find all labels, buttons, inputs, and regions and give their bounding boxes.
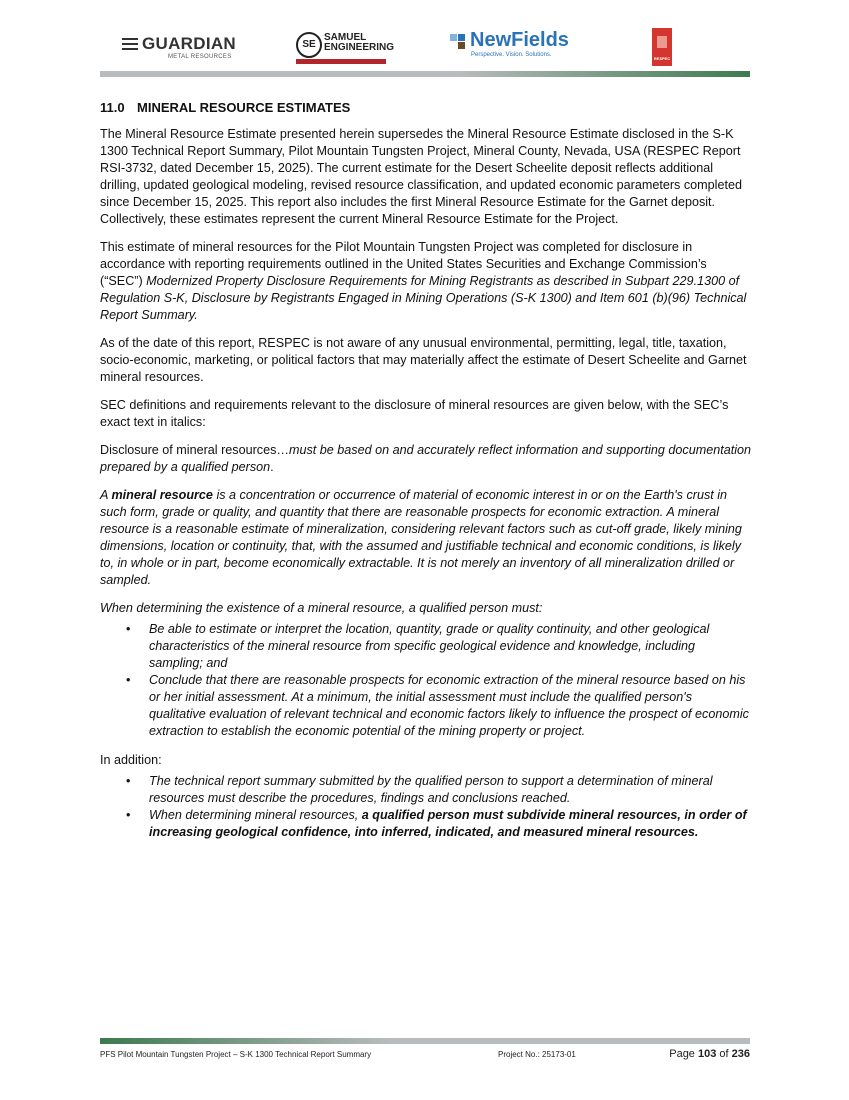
samuel-line1: SAMUEL [324, 32, 367, 43]
paragraph-6-lead: A [100, 488, 112, 502]
page-current: 103 [697, 1048, 717, 1060]
page-header [100, 28, 750, 68]
page-word: Page [669, 1048, 698, 1060]
paragraph-2 [100, 239, 752, 324]
paragraph-2-italic: Modernized Property Disclosure Requirements for Mining Registrants as described in Subpart 229.1300 of Regulation S-K, Disclosure by Registrants Engaged in Mining Operations (S-K 1300) and Item 601 (b)(96) Technical Report Summary. [100, 274, 747, 322]
respec-logo [652, 28, 672, 66]
paragraph-4: SEC definitions and requirements relevant to the disclosure of mineral resources are given below, with the SEC’s exact text in italics: [100, 398, 729, 429]
paragraph-1: The Mineral Resource Estimate presented herein supersedes the Mineral Resource Estimate disclosed in the S-K 1300 Technical Report Summary, Pilot Mountain Tungsten Project, Mineral County, Nevada, USA (RESPEC Report RSI-3732, dated December 15, 2025). The current estimate for the Desert Scheelite deposit reflects additional drilling, updated geological modeling, revised resource classification, and updated economic parameters completed since December 15, 2025. This report also includes the first Mineral Resource Estimate for the Garnet deposit. Collectively, these estimates represent the current Mineral Resource Estimate for the Project. [100, 127, 742, 226]
footer-project-number: Project No.: 25173-01 [498, 1050, 576, 1059]
page-number [669, 1048, 750, 1060]
list-item-text: When determining mineral resources, [149, 808, 362, 822]
newfields-square-icon [458, 34, 465, 41]
list-item: • The technical report summary submitted by the qualified person to support a determination of mineral resources must describe the procedures, findings and conclusions reached. [149, 773, 752, 807]
newfields-name: NewFields [470, 29, 569, 51]
header-rule [100, 71, 750, 77]
samuel-line2: ENGINEERING [324, 42, 395, 53]
section-number: 11.0 [100, 100, 125, 115]
page-of-word: of [716, 1048, 732, 1060]
document-body [100, 99, 752, 853]
paragraph-5-text: Disclosure of mineral resources… [100, 443, 289, 457]
additional-list [100, 773, 752, 841]
section-heading [100, 99, 752, 116]
respec-r-icon [657, 36, 667, 48]
guardian-name: GUARDIAN [142, 34, 237, 53]
newfields-square-icon [450, 34, 457, 41]
section-title: MINERAL RESOURCE ESTIMATES [137, 100, 351, 115]
paragraph-5 [100, 442, 752, 476]
paragraph-7: When determining the existence of a mineral resource, a qualified person must: [100, 601, 543, 615]
guardian-subtitle: METAL RESOURCES [168, 54, 232, 60]
paragraph-5-end: . [270, 460, 274, 474]
newfields-square-icon [458, 42, 465, 49]
list-item [149, 807, 752, 841]
page-total: 236 [731, 1048, 750, 1060]
footer-report-title: PFS Pilot Mountain Tungsten Project – S-K 1300 Technical Report Summary [100, 1050, 372, 1059]
paragraph-5-italic: must be based on and accurately reflect information and supporting documentation prepared by a qualified person [100, 443, 752, 474]
list-item-bold: a qualified person must subdivide mineral resources, in order of increasing geological confidence, into inferred, indicated, and measured mineral resources. [149, 808, 747, 839]
paragraph-8: In addition: [100, 753, 162, 767]
respec-label: RESPEC [653, 56, 671, 61]
list-item: • Conclude that there are reasonable prospects for economic extraction of the mineral resource based on his or her initial assessment. At a minimum, the initial assessment must include the qualified person's qualitative evaluation of relevant technical and economic factors likely to influence the prospect of economic extraction to establish the economic potential of the mining property or project. [149, 672, 752, 740]
paragraph-3: As of the date of this report, RESPEC is not aware of any unusual environmental, permitting, legal, title, taxation, socio-economic, marketing, or political factors that may materially affect the estimate of Desert Scheelite and Garnet mineral resources. [100, 336, 747, 384]
samuel-se-mark: SE [296, 32, 322, 58]
samuel-red-bar [296, 59, 386, 64]
requirements-list [100, 621, 752, 740]
newfields-tagline: Perspective. Vision. Solutions. [471, 52, 552, 58]
paragraph-2-text: This estimate of mineral resources for the Pilot Mountain Tungsten Project was completed for disclosure in accordance with reporting requirements outlined in the United States Securities and Exchange Commission’s (“SEC”) [100, 240, 707, 288]
guardian-mark-icon [122, 38, 138, 50]
paragraph-6-text: is a concentration or occurrence of material of economic interest in or on the Earth's crust in such form, grade or quality, and quantity that there are reasonable prospects for economic extraction. A mineral resource is a reasonable estimate of mineralization, considering relevant factors such as cut-off grade, likely mining dimensions, location or continuity, that, with the assumed and justifiable technical and economic conditions, is likely to, in whole or in part, become economically extractable. It is not merely an inventory of all mineralization drilled or sampled. [100, 488, 742, 587]
footer-rule [100, 1038, 750, 1044]
page-footer [100, 1048, 750, 1064]
paragraph-6 [100, 487, 752, 589]
paragraph-6-term: mineral resource [111, 488, 213, 502]
list-item: • Be able to estimate or interpret the location, quantity, grade or quality continuity, and other geological characteristics of the mineral resource from specific geological evidence and knowledge, including sampling; and [149, 621, 752, 672]
